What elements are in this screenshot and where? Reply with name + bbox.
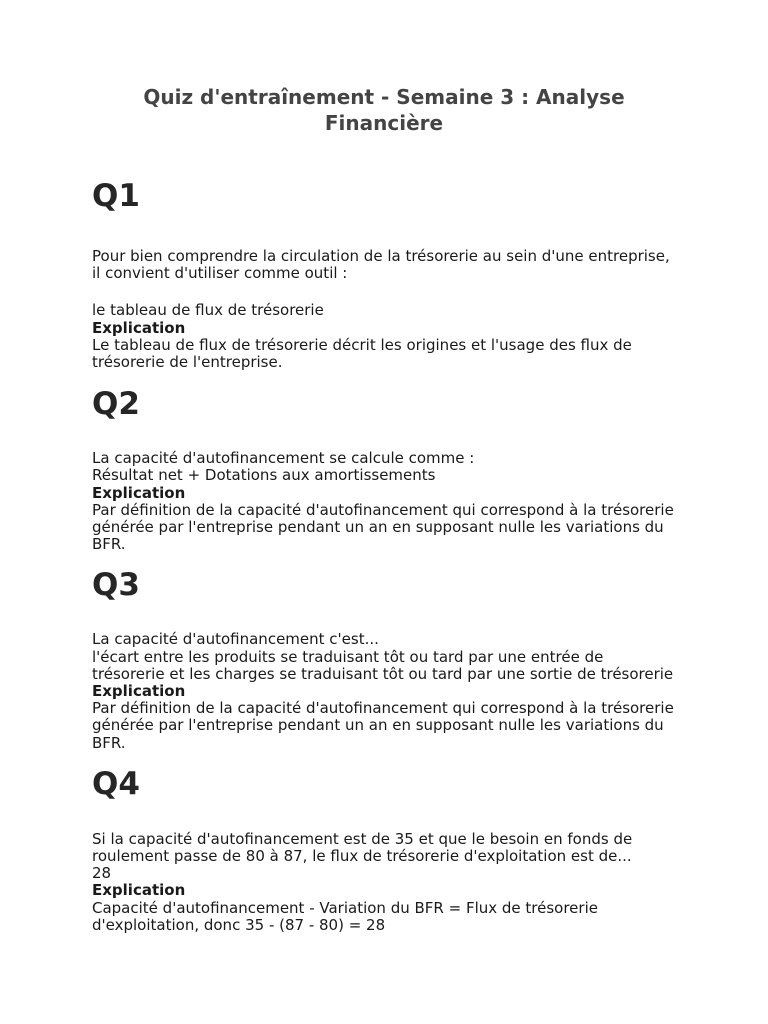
- explanation-text: Le tableau de flux de trésorerie décrit les origines et l'usage des flux de trésorerie de l'entreprise.: [92, 335, 632, 372]
- question-3: [92, 565, 676, 751]
- explanation-text: Par définition de la capacité d'autofinancement qui correspond à la trésorerie générée par l'entreprise pendant un an en supposant nulle les variations du BFR.: [92, 500, 674, 554]
- question-text: Pour bien comprendre la circulation de la trésorerie au sein d'une entreprise, il convient d'utiliser comme outil :: [92, 247, 670, 283]
- question-answer: le tableau de flux de trésorerie: [92, 301, 324, 320]
- question-text: Si la capacité d'autofinancement est de 35 et que le besoin en fonds de roulement passe de 80 à 87, le flux de trésorerie d'exploitation est de...: [92, 829, 633, 866]
- explanation-label: Explication: [92, 318, 186, 337]
- question-heading: Q3: [92, 567, 140, 604]
- question-answer: 28: [92, 864, 112, 883]
- explanation-label: Explication: [92, 682, 186, 701]
- question-4: [92, 764, 676, 934]
- question-answer: l'écart entre les produits se traduisant tôt ou tard par une entrée de trésorerie et les charges se traduisant tôt ou tard par une sortie de trésorerie: [92, 647, 674, 683]
- explanation-text: Capacité d'autofinancement - Variation du BFR = Flux de trésorerie d'exploitation, donc 35 - (87 - 80) = 28: [92, 898, 598, 934]
- question-1: [92, 176, 676, 371]
- question-heading: Q2: [92, 386, 140, 423]
- question-answer: Résultat net + Dotations aux amortissements: [92, 466, 436, 485]
- question-text: La capacité d'autofinancement se calcule comme :: [92, 449, 475, 468]
- explanation-text: Par définition de la capacité d'autofinancement qui correspond à la trésorerie générée par l'entreprise pendant un an en supposant nulle les variations du BFR.: [92, 699, 674, 752]
- question-heading: Q1: [92, 178, 140, 214]
- explanation-label: Explication: [92, 881, 186, 900]
- document-title: Quiz d'entraînement - Semaine 3 : Analyse Financière: [143, 85, 625, 135]
- question-heading: Q4: [92, 765, 140, 802]
- question-text: La capacité d'autofinancement c'est...: [92, 630, 379, 649]
- question-2: [92, 384, 676, 553]
- explanation-label: Explication: [92, 483, 186, 502]
